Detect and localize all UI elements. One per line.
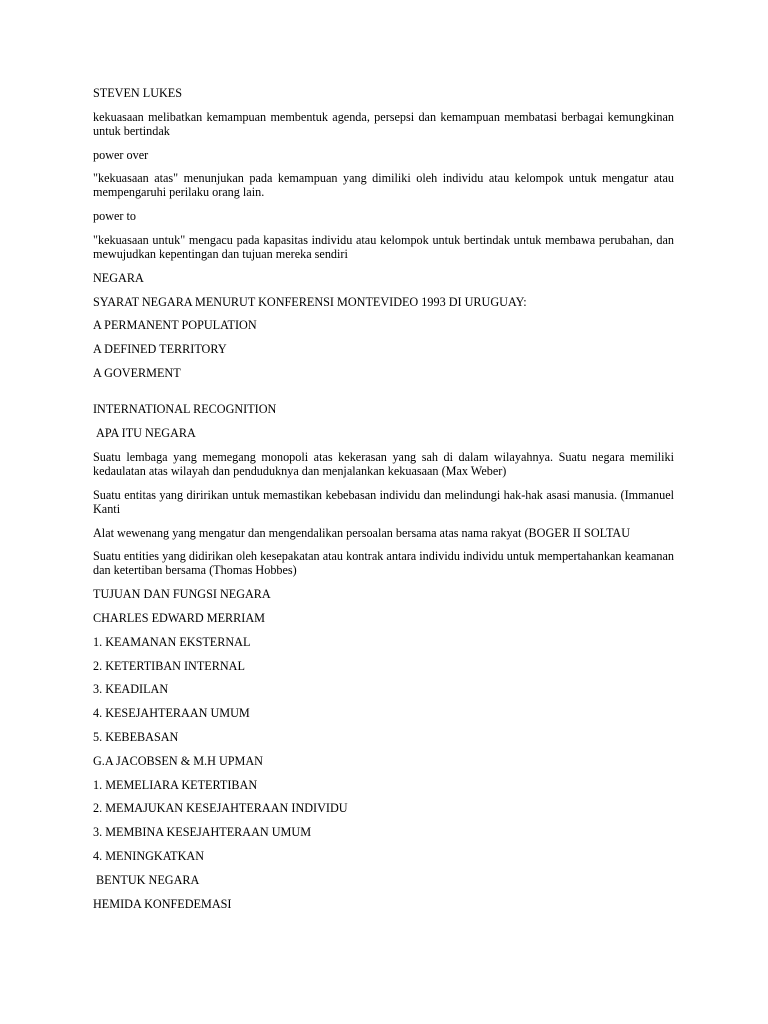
paragraph: SYARAT NEGARA MENURUT KONFERENSI MONTEVIDEO 1993 DI URUGUAY: (93, 294, 527, 309)
paragraph: TUJUAN DAN FUNGSI NEGARA (93, 587, 271, 602)
paragraph: power over (93, 147, 149, 162)
paragraph: INTERNATIONAL RECOGNITION (93, 402, 277, 417)
paragraph: Alat wewenang yang mengatur dan mengendalikan persoalan bersama atas nama rakyat (BOGER II SOLTAU (93, 525, 631, 540)
paragraph: BENTUK NEGARA (93, 872, 200, 887)
document-body (93, 86, 678, 920)
paragraph: 2. MEMAJUKAN KESEJAHTERAAN INDIVIDU (93, 801, 348, 816)
paragraph: power to (93, 209, 136, 224)
paragraph: 2. KETERTIBAN INTERNAL (93, 658, 245, 673)
paragraph: 5. KEBEBASAN (93, 730, 179, 745)
paragraph: 4. MENINGKATKAN (93, 849, 205, 864)
paragraph: Suatu lembaga yang memegang monopoli atas kekerasan yang sah di dalam wilayahnya. Suatu negara memiliki kedaulatan atas wilayah dan penduduknya dan menjalankan kekuasaan (Max Weber) (93, 450, 678, 479)
paragraph: A PERMANENT POPULATION (93, 318, 257, 333)
paragraph: A DEFINED TERRITORY (93, 342, 227, 357)
paragraph: A GOVERMENT (93, 365, 181, 380)
paragraph: HEMIDA KONFEDEMASI (93, 896, 232, 911)
paragraph: G.A JACOBSEN & M.H UPMAN (93, 753, 263, 768)
paragraph: 1. KEAMANAN EKSTERNAL (93, 634, 251, 649)
paragraph: NEGARA (93, 270, 144, 285)
paragraph: 3. MEMBINA KESEJAHTERAAN UMUM (93, 825, 312, 840)
paragraph: APA ITU NEGARA (93, 426, 196, 441)
paragraph: 3. KEADILAN (93, 682, 169, 697)
paragraph: Suatu entitas yang diririkan untuk memastikan kebebasan individu dan melindungi hak-hak asasi manusia. (Immanuel Kanti (93, 487, 678, 516)
paragraph: 4. KESEJAHTERAAN UMUM (93, 706, 250, 721)
paragraph: 1. MEMELIARA KETERTIBAN (93, 777, 258, 792)
paragraph: Suatu entities yang didirikan oleh kesepakatan atau kontrak antara individu individu untuk mempertahankan keamanan dan ketertiban bersama (Thomas Hobbes) (93, 549, 678, 578)
paragraph: "kekuasaan untuk" mengacu pada kapasitas individu atau kelompok untuk bertindak untuk membawa perubahan, dan mewujudkan kepentingan dan tujuan mereka sendiri (93, 232, 678, 261)
paragraph: CHARLES EDWARD MERRIAM (93, 611, 265, 626)
paragraph: kekuasaan melibatkan kemampuan membentuk agenda, persepsi dan kemampuan membatasi berbagai kemungkinan untuk bertindak (93, 109, 678, 138)
paragraph: "kekuasaan atas" menunjukan pada kemampuan yang dimiliki oleh individu atau kelompok untuk mengatur atau mempengaruhi perilaku orang lain. (93, 171, 678, 200)
paragraph: STEVEN LUKES (93, 86, 183, 100)
